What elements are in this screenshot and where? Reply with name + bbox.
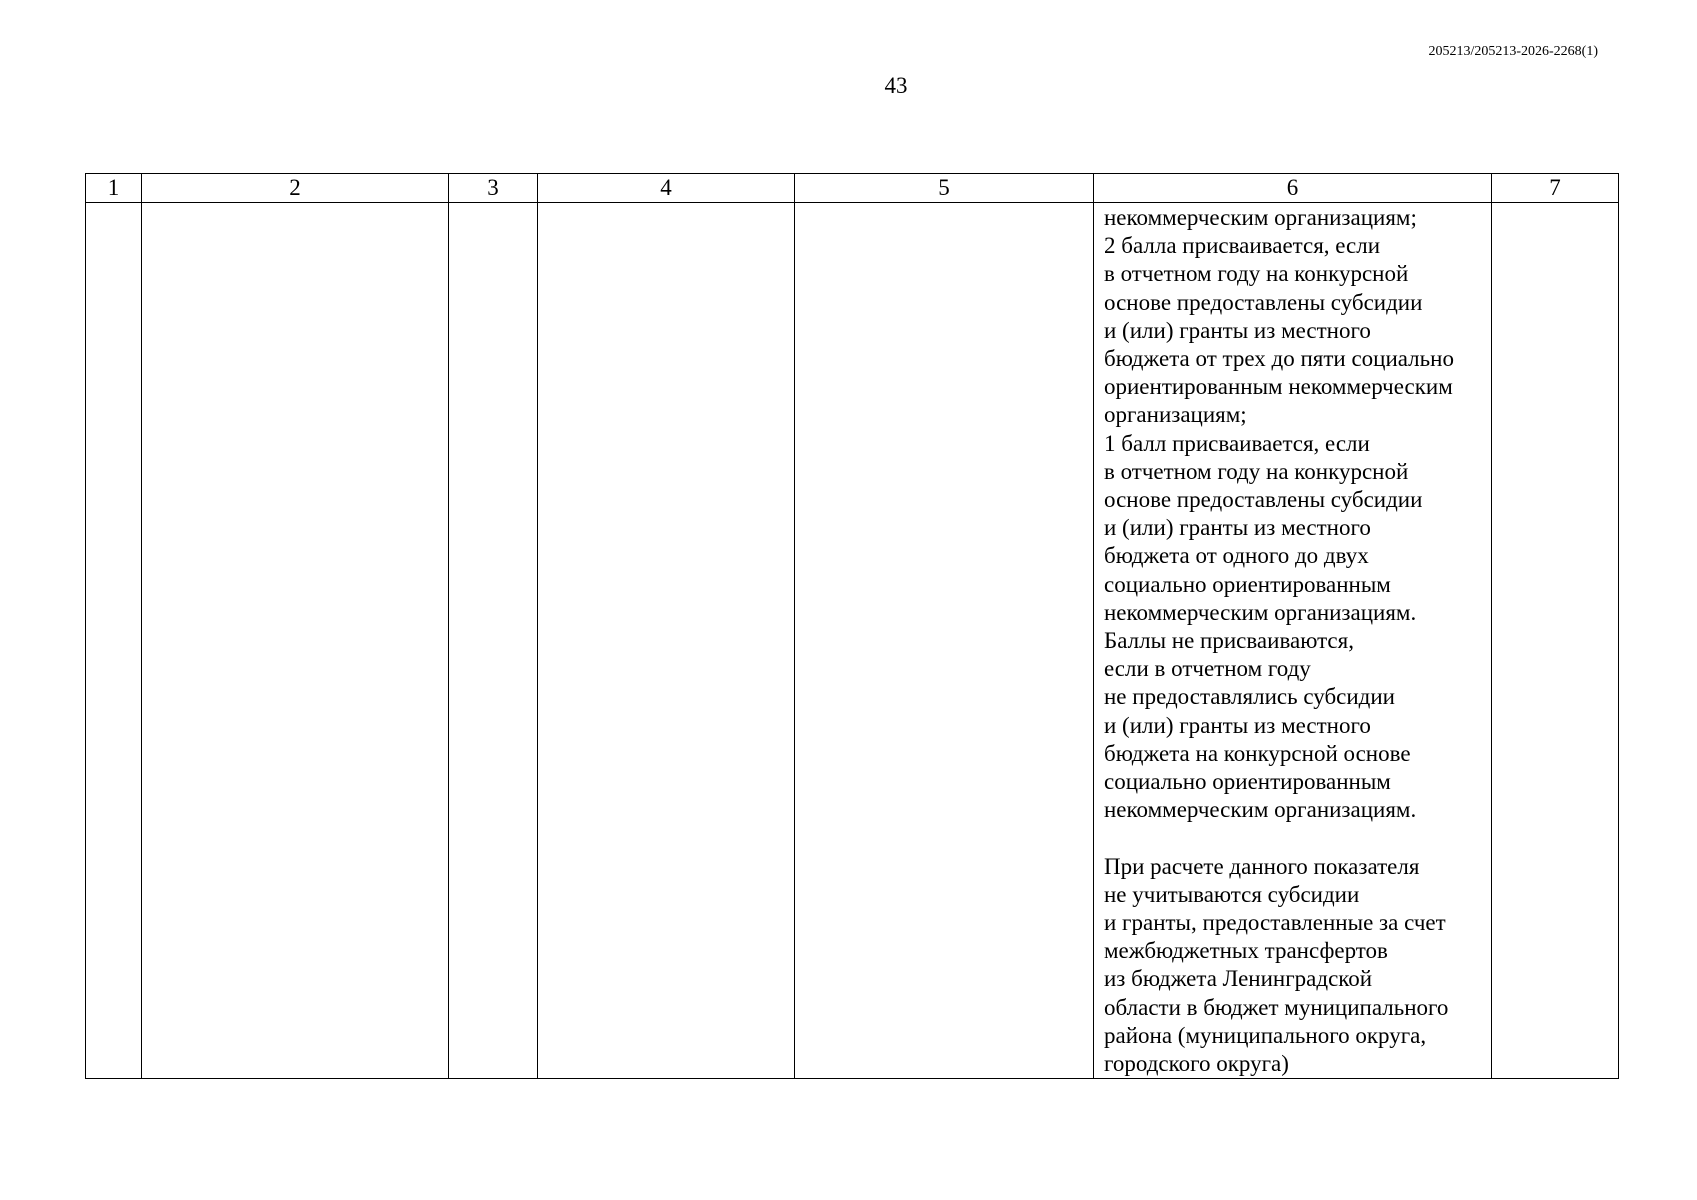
column-header-1: 1: [86, 174, 142, 203]
text-line: бюджета от одного до двух: [1104, 543, 1369, 569]
text-line: и (или) гранты из местного: [1104, 515, 1371, 541]
text-line: района (муниципального округа,: [1104, 1022, 1427, 1048]
table-cell-col-4: [538, 203, 795, 1079]
text-line: ориентированным некоммерческим: [1104, 374, 1453, 400]
text-line: некоммерческим организациям.: [1104, 599, 1417, 625]
cell-text: [538, 203, 794, 204]
column-number-row: [86, 174, 1619, 203]
text-line: 2 балла присваивается, если: [1104, 233, 1381, 259]
text-line: 1 балл присваивается, если: [1104, 430, 1370, 456]
table-row: [86, 203, 1619, 1079]
text-line: из бюджета Ленинградской: [1104, 966, 1373, 992]
text-line: если в отчетном году: [1104, 656, 1311, 682]
text-line: некоммерческим организациям;: [1104, 205, 1417, 230]
text-line: социально ориентированным: [1104, 571, 1391, 597]
column-header-5: 5: [795, 174, 1094, 203]
cell-text: [142, 203, 448, 204]
table-cell-col-7: [1492, 203, 1619, 1079]
cell-text: [1492, 203, 1618, 204]
cell-text: [795, 203, 1093, 204]
text-line: и (или) гранты из местного: [1104, 712, 1371, 738]
text-line: и (или) гранты из местного: [1104, 317, 1371, 343]
text-line: в отчетном году на конкурсной: [1104, 458, 1409, 484]
column-header-3: 3: [449, 174, 538, 203]
text-line: основе предоставлены субсидии: [1104, 487, 1423, 513]
column-header-6: 6: [1094, 174, 1492, 203]
text-line: Баллы не присваиваются,: [1104, 628, 1354, 654]
text-line: области в бюджет муниципального: [1104, 994, 1449, 1020]
column-header-2: 2: [142, 174, 449, 203]
text-line: некоммерческим организациям.: [1104, 797, 1417, 823]
text-line: и гранты, предоставленные за счет: [1104, 910, 1446, 936]
text-line: основе предоставлены субсидии: [1104, 289, 1423, 315]
page-number: 43: [884, 73, 908, 98]
cell-text: [1094, 203, 1491, 1078]
text-line: организациям;: [1104, 402, 1247, 428]
text-line: не учитываются субсидии: [1104, 881, 1360, 907]
column-header-4: 4: [538, 174, 795, 203]
criteria-table: [85, 173, 1619, 1079]
text-line: [1104, 824, 1487, 852]
cell-text: [86, 203, 141, 204]
text-line: бюджета на конкурсной основе: [1104, 740, 1411, 766]
table-cell-col-3: [449, 203, 538, 1079]
table-cell-col-5: [795, 203, 1094, 1079]
document-id: 205213/205213-2026-2268(1): [1428, 44, 1598, 59]
table-cell-col-2: [142, 203, 449, 1079]
cell-text: [449, 203, 537, 204]
table-cell-col-6: [1094, 203, 1492, 1079]
table-cell-col-1: [86, 203, 142, 1079]
text-line: бюджета от трех до пяти социально: [1104, 346, 1454, 372]
text-line: При расчете данного показателя: [1104, 853, 1420, 879]
text-line: межбюджетных трансфертов: [1104, 938, 1388, 964]
text-line: социально ориентированным: [1104, 769, 1391, 795]
text-line: городского округа): [1104, 1051, 1289, 1077]
text-line: не предоставлялись субсидии: [1104, 684, 1395, 710]
text-line: в отчетном году на конкурсной: [1104, 261, 1409, 287]
column-header-7: 7: [1492, 174, 1619, 203]
